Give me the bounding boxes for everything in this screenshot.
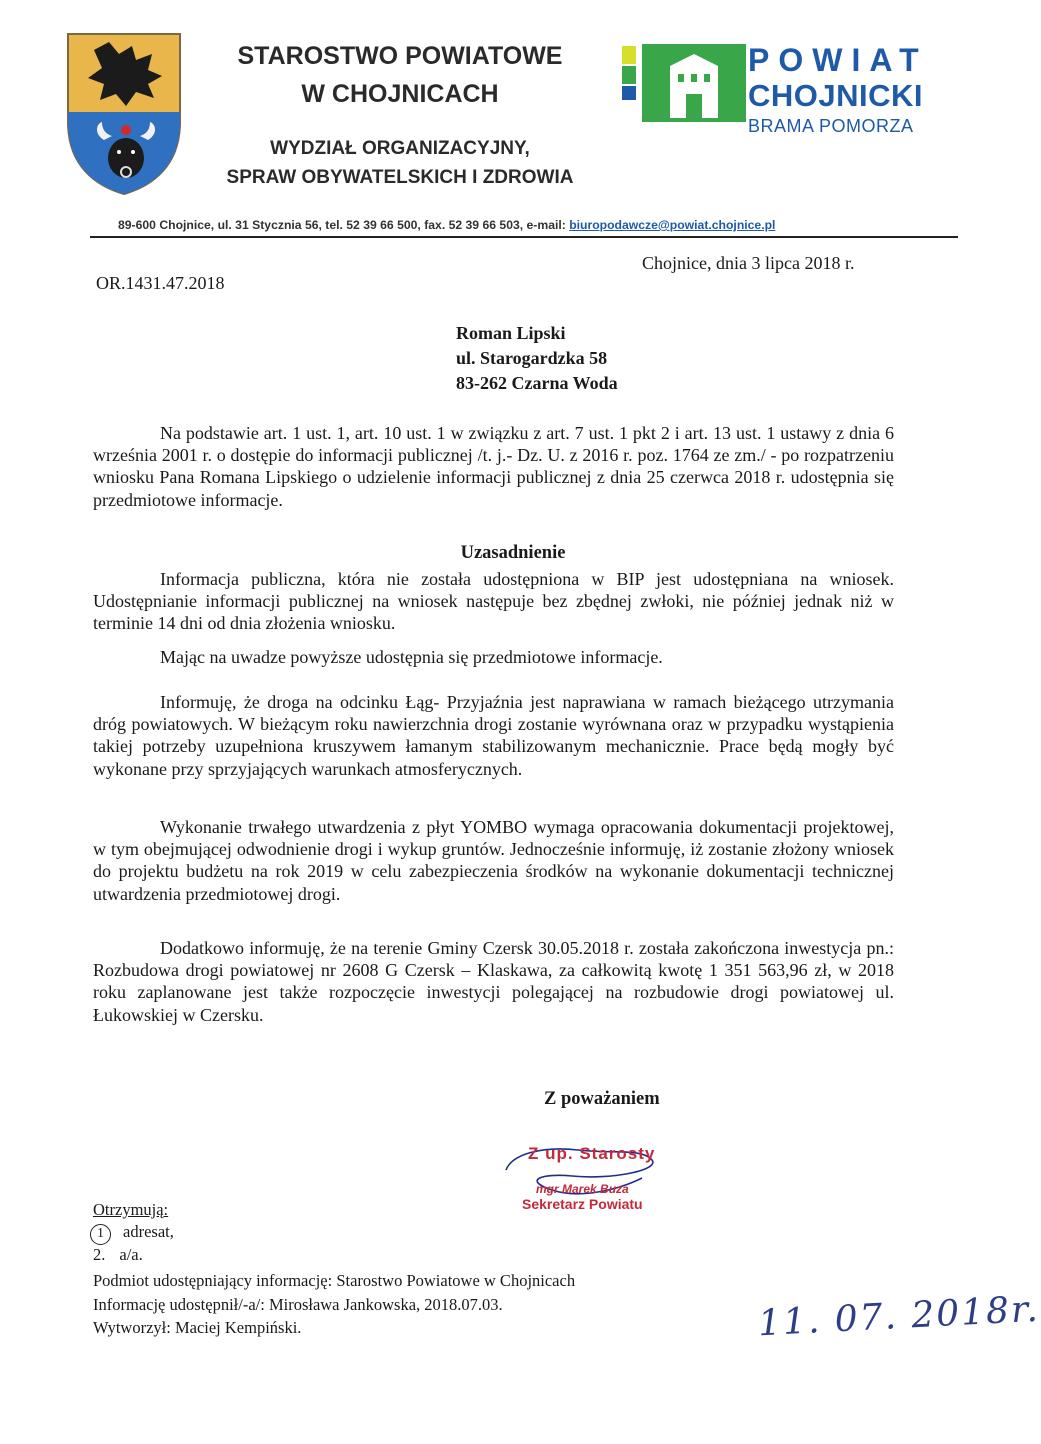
email-link[interactable]: biuropodawcze@powiat.chojnice.pl	[569, 218, 776, 232]
office-name-line2: W CHOJNICACH	[301, 80, 499, 108]
coat-of-arms-emblem	[64, 30, 184, 196]
logo-word-powiat: POWIAT	[748, 42, 928, 78]
footer-entity: Podmiot udostępniający informację: Starostwo Powiatowe w Chojnicach	[93, 1271, 576, 1290]
recipient-list-item	[93, 1222, 174, 1245]
closing-salutation: Z poważaniem	[544, 1089, 660, 1109]
header-divider	[90, 236, 958, 238]
stamp-position: Sekretarz Powiatu	[522, 1196, 643, 1212]
recipients-label: Otrzymują:	[93, 1200, 169, 1219]
footer-shared-by: Informację udostępnił/-a/: Mirosława Jankowska, 2018.07.03.	[93, 1295, 503, 1314]
logo-word-chojnicki: CHOJNICKI	[748, 78, 924, 113]
stamp-signatory: mgr Marek Buza	[536, 1182, 629, 1196]
stamp-authority: Z up. Starosty	[528, 1144, 656, 1163]
powiat-logo-icon	[622, 44, 746, 124]
logo-tagline: BRAMA POMORZA	[748, 116, 914, 136]
recipient-list-item	[93, 1245, 143, 1265]
recipient-street: ul. Starogardzka 58	[456, 348, 608, 368]
recipient-city: 83-262 Czarna Woda	[456, 373, 618, 393]
office-name-line1: STAROSTWO POWIATOWE	[237, 42, 563, 70]
office-address-line	[118, 218, 775, 232]
intro-paragraph: Na podstawie art. 1 ust. 1, art. 10 ust. 1 w związku z art. 7 ust. 1 pkt 2 i art. 13 ust. 1 ustawy z dnia 6 września 2001 r. o dostępie do informacji publicznej /t. j.- Dz. U. z 2016 r. poz. 1764 ze zm./ - po rozpatrzeniu wniosku Pana Romana Lipskiego o udzielenie informacji publicznej z dnia 25 czerwca 2018 r. udostępnia się przedmiotowe informacje.	[93, 423, 894, 510]
address-text: 89-600 Chojnice, ul. 31 Stycznia 56, tel. 52 39 66 500, fax. 52 39 66 503, e-mail:	[118, 218, 570, 232]
yombo-paragraph: Wykonanie trwałego utwardzenia z płyt YOMBO wymaga opracowania dokumentacji projektowej, w tym obejmującej odwodnienie drogi i wykup gruntów. Jednocześnie informuję, iż zostanie złożony wniosek do projektu budżetu na rok 2019 w celu zabezpieczenia środków na wykonanie dokumentacji technicznej utwardzenia przedmiotowej drogi.	[93, 817, 894, 904]
handwritten-date: 11. 07. 2018r.	[757, 1288, 1041, 1345]
recipient-name: Roman Lipski	[456, 323, 566, 343]
signature-stamp	[492, 1140, 692, 1220]
investment-paragraph: Dodatkowo informuję, że na terenie Gminy Czersk 30.05.2018 r. została zakończona inwestycja pn.: Rozbudowa drogi powiatowej nr 2608 G Czersk – Klaskawa, za całkowitą kwotę 1 351 563,96 zł, w 2018 roku zaplanowane jest także rozpoczęcie inwestycji polegającej na rozbudowie drogi powiatowej ul. Łukowskiej w Czersku.	[93, 938, 894, 1025]
justification-paragraph: Informacja publiczna, która nie została udostępniona w BIP jest udostępniana na wniosek. Udostępnianie informacji publicznej na wniosek następuje bez zbędnej zwłoki, nie później jednak niż w terminie 14 dni od dnia złożenia wniosku.	[93, 569, 894, 634]
department-line2: SPRAW OBYWATELSKICH I ZDROWIA	[226, 167, 574, 188]
footer-created-by: Wytworzył: Maciej Kempiński.	[93, 1318, 302, 1337]
list-number: 2.	[93, 1245, 106, 1264]
department-line1: WYDZIAŁ ORGANIZACYJNY,	[270, 138, 530, 159]
reference-number: OR.1431.47.2018	[96, 273, 225, 293]
conclusion-paragraph: Mając na uwadze powyższe udostępnia się przedmiotowe informacje.	[160, 647, 663, 667]
recipient-item-text: a/a.	[119, 1245, 143, 1264]
justification-heading: Uzasadnienie	[460, 543, 566, 563]
road-repair-paragraph: Informuję, że droga na odcinku Łąg- Przyjaźnia jest naprawiana w ramach bieżącego utrzymania dróg powiatowych. W bieżącym roku nawierzchnia drogi zostanie wyrównana oraz w przypadku wystąpienia takiej potrzeby uzupełniona kruszywem łamanym stabilizowanym mechanicznie. Prace będą mogły być wykonane przy sprzyjających warunkach atmosferycznych.	[93, 692, 894, 779]
circled-number: 1	[90, 1224, 111, 1245]
letter-date: Chojnice, dnia 3 lipca 2018 r.	[642, 253, 855, 273]
recipient-item-text: adresat,	[123, 1222, 174, 1241]
